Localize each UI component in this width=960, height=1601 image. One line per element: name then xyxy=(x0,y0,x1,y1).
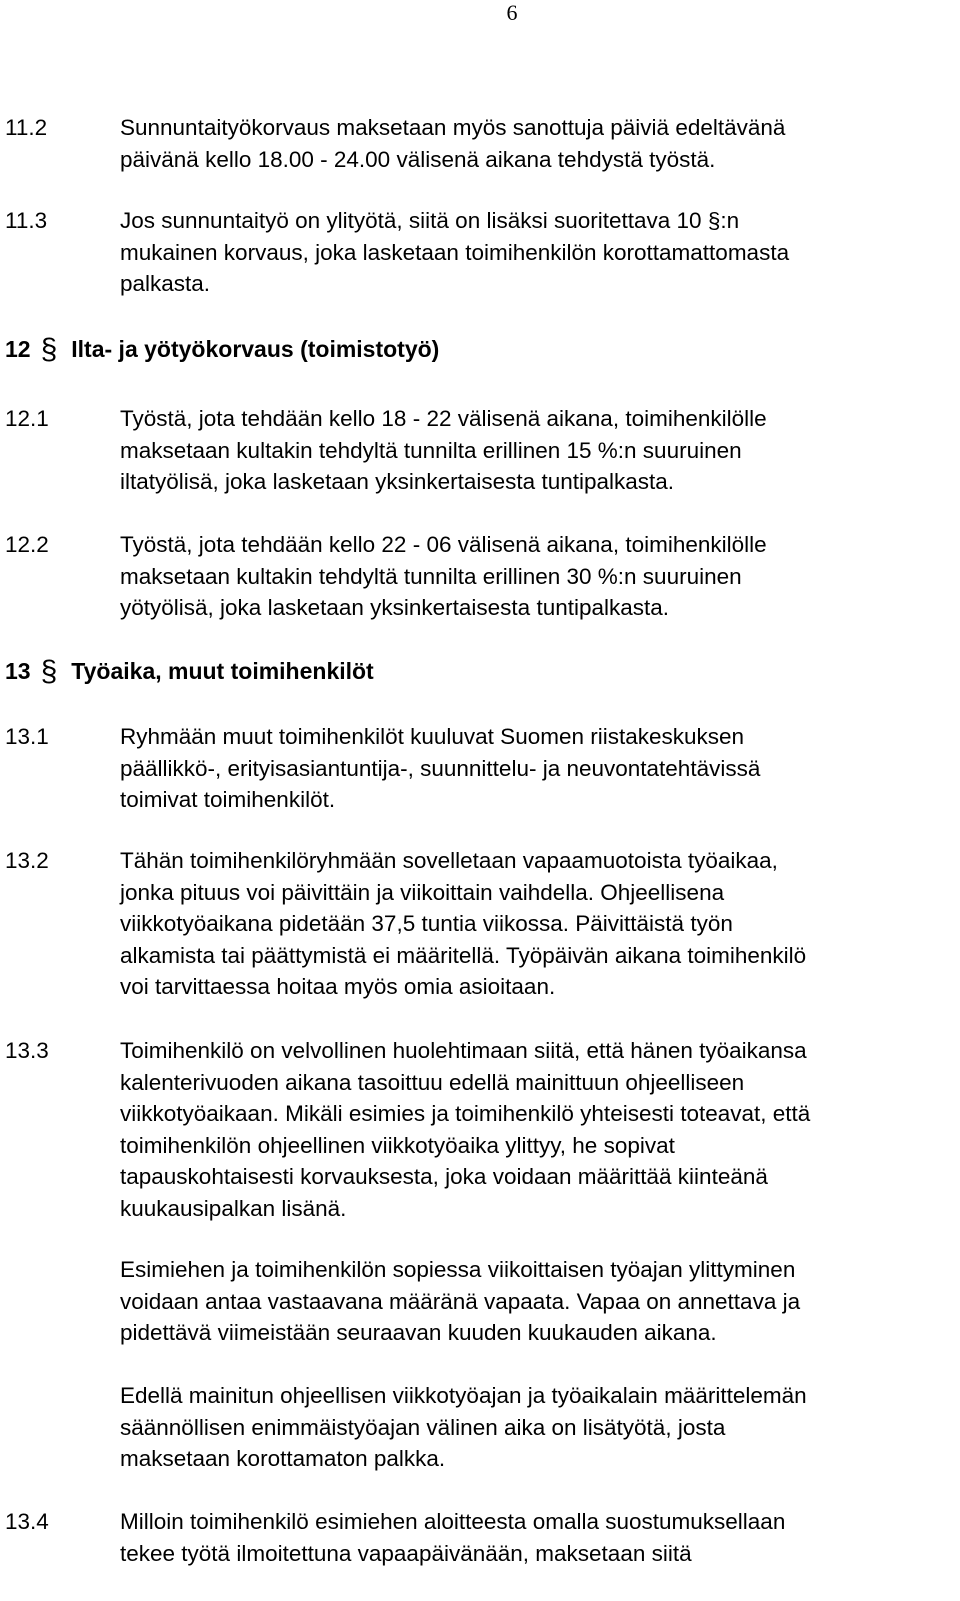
text-line: Edellä mainitun ohjeellisen viikkotyöajan ja työaikalain määrittelemän xyxy=(120,1383,807,1408)
paragraph-text xyxy=(120,1035,950,1224)
paragraph-number: 13.1 xyxy=(5,724,49,749)
paragraph xyxy=(0,1254,950,1349)
paragraph-text xyxy=(120,1254,950,1349)
paragraph xyxy=(0,1506,950,1569)
text-line: Tähän toimihenkilöryhmään sovelletaan vapaamuotoista työaikaa, xyxy=(120,848,778,873)
text-line: maksetaan kultakin tehdyltä tunnilta erillinen 30 %:n suuruinen xyxy=(120,563,742,589)
paragraph-number: 13.4 xyxy=(5,1509,49,1534)
text-line: iltatyölisä, joka lasketaan yksinkertaisesta tuntipalkasta. xyxy=(120,469,675,494)
paragraph-number: 13.3 xyxy=(5,1038,49,1063)
paragraph xyxy=(0,1380,950,1475)
text-line: voi tarvittaessa hoitaa myös omia asioitaan. xyxy=(120,974,556,999)
text-line: säännöllisen enimmäistyöajan välinen aika on lisätyötä, josta xyxy=(120,1414,726,1440)
text-line: Sunnuntaityökorvaus maksetaan myös sanottuja päiviä edeltävänä xyxy=(120,115,786,140)
text-line: maksetaan kultakin tehdyltä tunnilta erillinen 15 %:n suuruinen xyxy=(120,437,742,463)
paragraph xyxy=(0,845,950,1003)
text-line: kuukausipalkan lisänä. xyxy=(120,1195,347,1221)
text-line: viikkotyöaikaan. Mikäli esimies ja toimihenkilö yhteisesti toteavat, että xyxy=(120,1101,811,1126)
paragraph-number: 11.2 xyxy=(5,115,48,140)
text-line: pidettävä viimeistään seuraavan kuuden kuukauden aikana. xyxy=(120,1320,717,1345)
section-heading xyxy=(5,333,439,364)
text-line: alkamista tai päättymistä ei määritellä. Työpäivän aikana toimihenkilö xyxy=(120,942,807,968)
text-line: Toimihenkilö on velvollinen huolehtimaan siitä, että hänen työaikansa xyxy=(120,1038,807,1063)
text-line: viikkotyöaikana pidetään 37,5 tuntia viikossa. Päivittäistä työn xyxy=(120,911,733,936)
section-heading xyxy=(5,655,374,686)
paragraph-number: 11.3 xyxy=(5,208,48,233)
page-number: 6 xyxy=(506,0,518,25)
text-line: päällikkö-, erityisasiantuntija-, suunnittelu- ja neuvontatehtävissä xyxy=(120,755,761,781)
paragraph-text xyxy=(120,403,950,498)
text-line: päivänä kello 18.00 - 24.00 välisenä aikana tehdystä työstä. xyxy=(120,146,716,172)
paragraph-text xyxy=(120,529,950,624)
text-line: tapauskohtaisesti korvauksesta, joka voidaan määrittää kiinteänä xyxy=(120,1164,768,1189)
text-line: Työstä, jota tehdään kello 18 - 22 välisenä aikana, toimihenkilölle xyxy=(120,406,767,431)
text-line: voidaan antaa vastaavana määränä vapaata. Vapaa on annettava ja xyxy=(120,1288,801,1314)
paragraph-text xyxy=(120,1380,950,1475)
paragraph-number: 12.2 xyxy=(5,532,49,557)
text-line: Milloin toimihenkilö esimiehen aloitteesta omalla suostumuksellaan xyxy=(120,1509,786,1534)
paragraph xyxy=(0,112,950,175)
text-line: Ryhmään muut toimihenkilöt kuuluvat Suomen riistakeskuksen xyxy=(120,724,745,749)
text-line: palkasta. xyxy=(120,271,211,296)
paragraph-number: 13.2 xyxy=(5,848,49,873)
paragraph xyxy=(0,721,950,816)
paragraph xyxy=(0,205,950,300)
text-line: yötyölisä, joka lasketaan yksinkertaisesta tuntipalkasta. xyxy=(120,595,670,620)
paragraph-text xyxy=(120,845,950,1003)
paragraph xyxy=(0,1035,950,1224)
text-line: kalenterivuoden aikana tasoittuu edellä mainittuun ohjeelliseen xyxy=(120,1069,745,1095)
paragraph-text xyxy=(120,721,950,816)
text-line: Työstä, jota tehdään kello 22 - 06 välisenä aikana, toimihenkilölle xyxy=(120,532,767,557)
paragraph-text xyxy=(120,205,950,300)
section-sign: § xyxy=(40,655,58,688)
section-heading-number: 12 xyxy=(5,336,31,362)
section-heading-number: 13 xyxy=(5,658,31,684)
paragraph xyxy=(0,403,950,498)
section-heading-title: Ilta- ja yötyökorvaus (toimistotyö) xyxy=(71,336,440,362)
text-line: tekee työtä ilmoitettuna vapaapäivänään, maksetaan siitä xyxy=(120,1540,692,1566)
section-sign: § xyxy=(40,333,58,366)
text-line: jonka pituus voi päivittäin ja viikoittain vaihdella. Ohjeellisena xyxy=(120,879,725,905)
paragraph-text xyxy=(120,112,950,175)
text-line: toimihenkilön ohjeellinen viikkotyöaika ylittyy, he sopivat xyxy=(120,1132,675,1158)
text-line: Jos sunnuntaityö on ylityötä, siitä on lisäksi suoritettava 10 §:n xyxy=(120,208,740,233)
text-line: mukainen korvaus, joka lasketaan toimihenkilön korottamattomasta xyxy=(120,239,790,265)
section-heading-title: Työaika, muut toimihenkilöt xyxy=(71,658,374,684)
paragraph xyxy=(0,529,950,624)
text-line: maksetaan korottamaton palkka. xyxy=(120,1446,446,1471)
text-line: toimivat toimihenkilöt. xyxy=(120,787,336,812)
text-line: Esimiehen ja toimihenkilön sopiessa viikoittaisen työajan ylittyminen xyxy=(120,1257,796,1282)
paragraph-text xyxy=(120,1506,950,1569)
paragraph-number: 12.1 xyxy=(5,406,49,431)
